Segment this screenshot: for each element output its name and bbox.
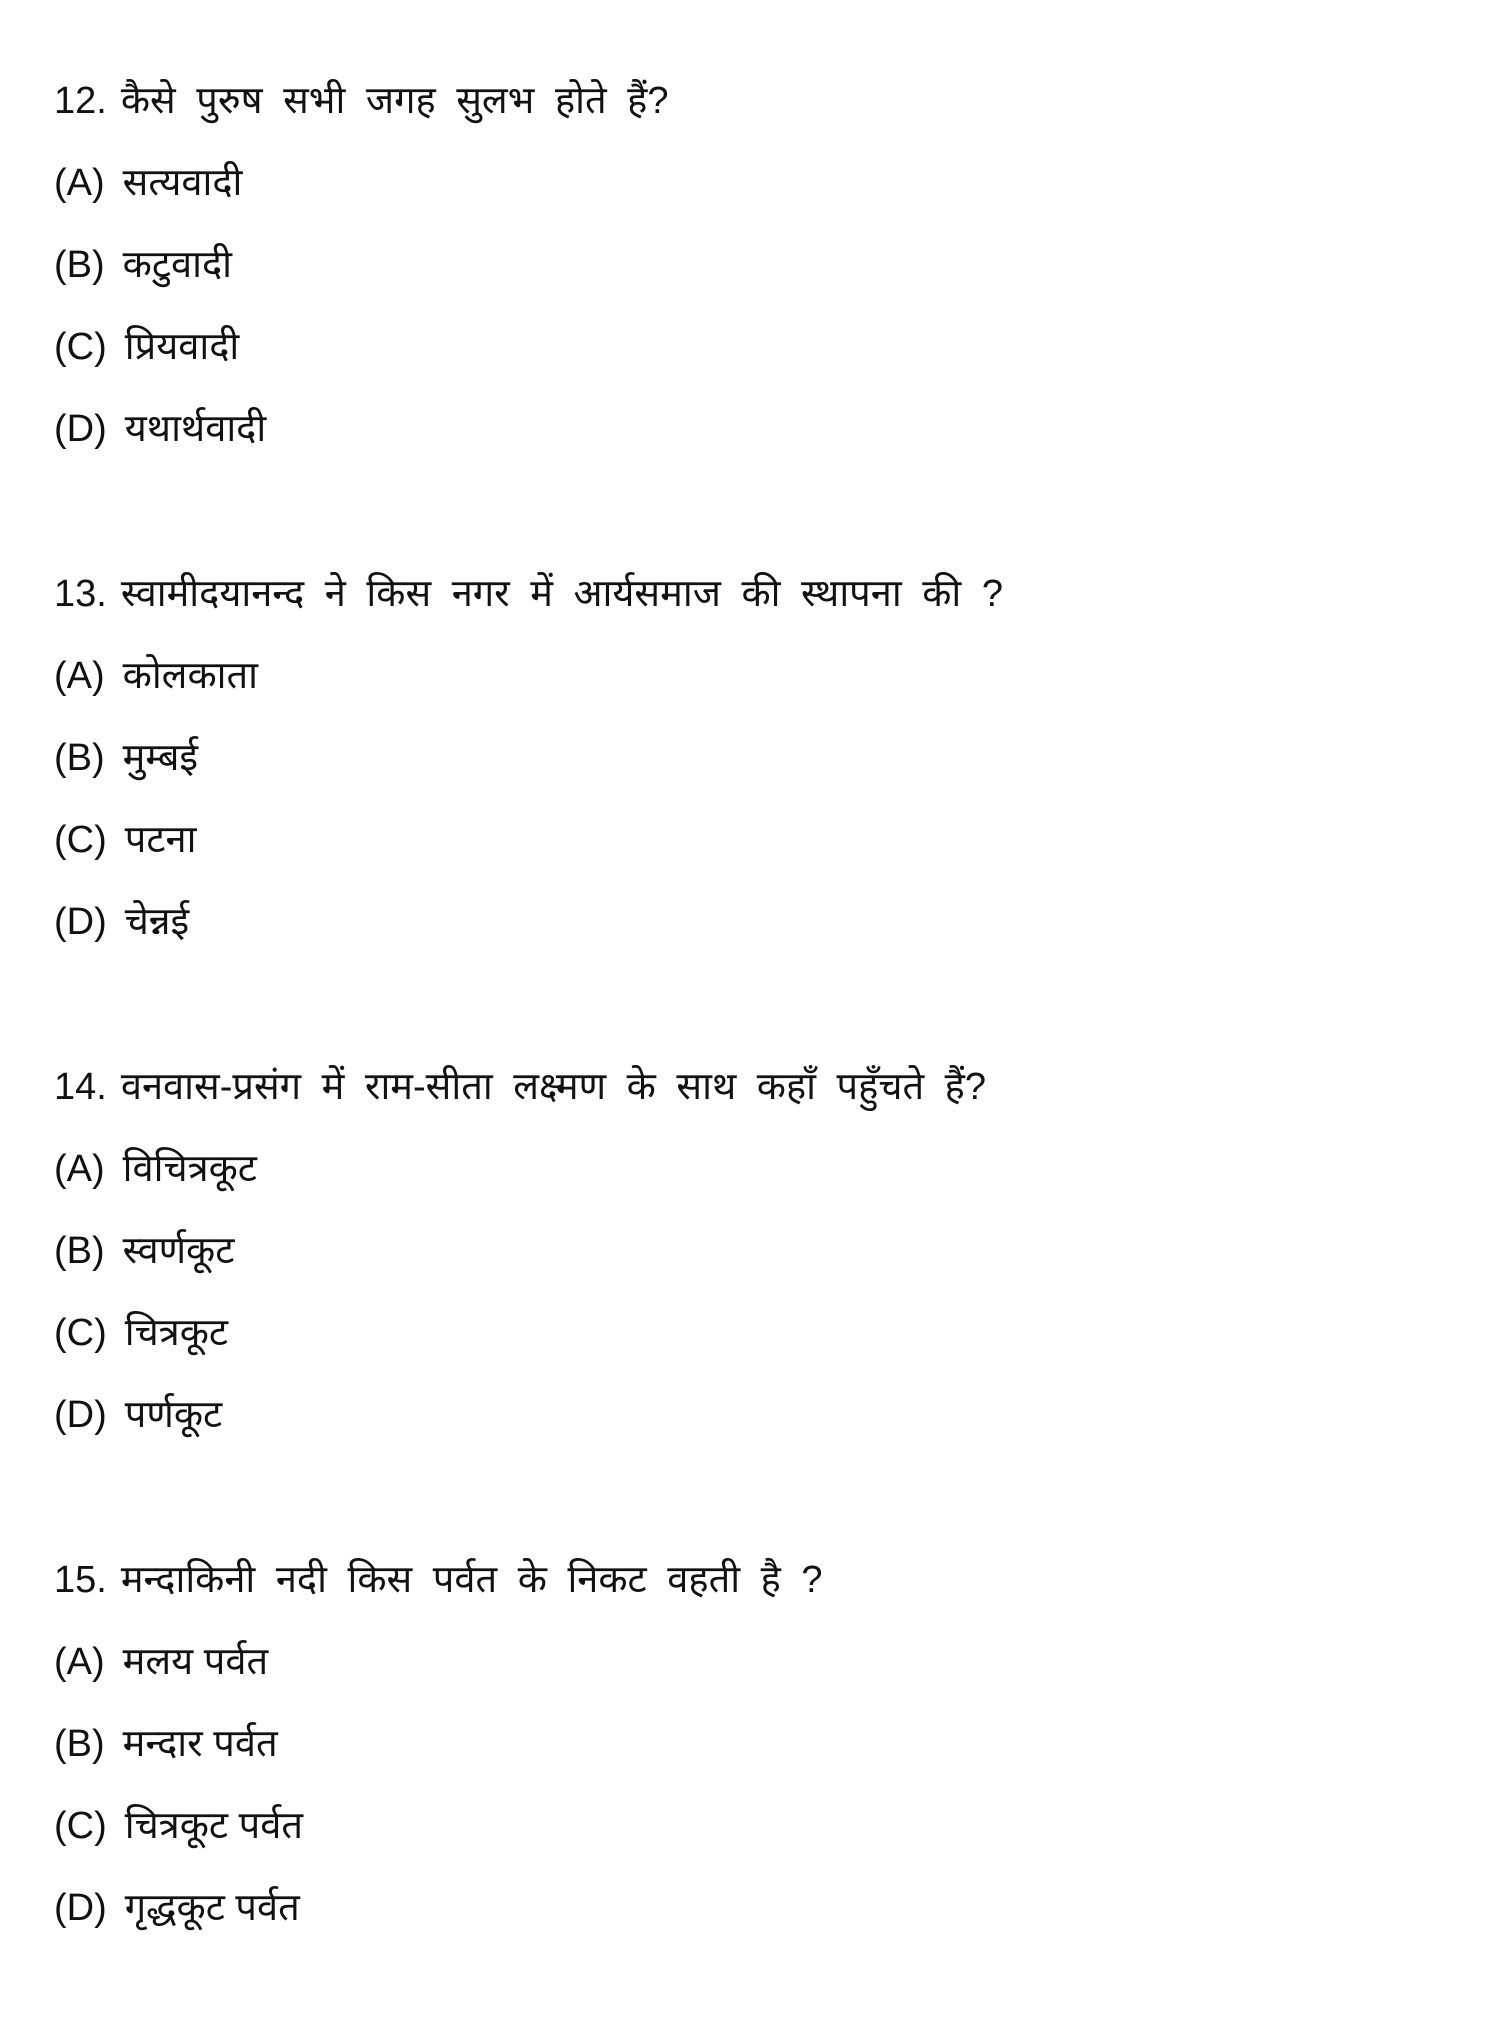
option-text: मन्दार पर्वत	[122, 1723, 278, 1765]
option	[54, 1703, 1454, 1785]
option-text: पटना	[124, 819, 197, 861]
option-label: (D)	[54, 408, 107, 450]
option-text: सत्यवादी	[122, 162, 243, 204]
question-line	[54, 60, 1454, 142]
option-label: (C)	[54, 326, 107, 368]
option-text: मलय पर्वत	[122, 1641, 269, 1683]
option	[54, 1374, 1454, 1456]
option-label: (B)	[54, 737, 105, 779]
question-line	[54, 1046, 1454, 1128]
option	[54, 635, 1454, 717]
question-block	[54, 1539, 1454, 1949]
option-label: (B)	[54, 244, 105, 286]
option-label: (A)	[54, 1148, 105, 1190]
option-label: (D)	[54, 1394, 107, 1436]
option-label: (D)	[54, 901, 107, 943]
option-text: गृद्धकूट पर्वत	[124, 1887, 300, 1929]
question-number: 12.	[54, 80, 107, 122]
option-text: पर्णकूट	[124, 1394, 223, 1436]
option	[54, 1785, 1454, 1867]
option-text: कटुवादी	[122, 244, 232, 286]
option-label: (B)	[54, 1723, 105, 1765]
option	[54, 799, 1454, 881]
option-label: (D)	[54, 1887, 107, 1929]
question-line	[54, 553, 1454, 635]
option-text: यथार्थवादी	[124, 408, 267, 450]
question-text: मन्दाकिनी नदी किस पर्वत के निकट वहती है ?	[120, 1559, 823, 1601]
option-label: (C)	[54, 1805, 107, 1847]
question-text: कैसे पुरुष सभी जगह सुलभ होते हैं?	[120, 80, 669, 122]
option	[54, 388, 1454, 470]
option	[54, 1292, 1454, 1374]
option-label: (C)	[54, 819, 107, 861]
option	[54, 1621, 1454, 1703]
option-label: (A)	[54, 655, 105, 697]
option-label: (B)	[54, 1230, 105, 1272]
option-text: कोलकाता	[122, 655, 258, 697]
question-number: 14.	[54, 1066, 107, 1108]
option-text: चित्रकूट	[124, 1312, 229, 1354]
option-label: (C)	[54, 1312, 107, 1354]
option	[54, 717, 1454, 799]
option	[54, 142, 1454, 224]
question-block	[54, 1046, 1454, 1456]
option-text: प्रियवादी	[124, 326, 240, 368]
option-text: विचित्रकूट	[122, 1148, 257, 1190]
option-text: चित्रकूट पर्वत	[124, 1805, 303, 1847]
option	[54, 1210, 1454, 1292]
option	[54, 224, 1454, 306]
option	[54, 881, 1454, 963]
option-label: (A)	[54, 1641, 105, 1683]
option	[54, 1128, 1454, 1210]
question-line	[54, 1539, 1454, 1621]
option	[54, 1867, 1454, 1949]
question-block	[54, 60, 1454, 470]
question-text: वनवास-प्रसंग में राम-सीता लक्ष्मण के साथ कहाँ पहुँचते हैं?	[120, 1066, 986, 1108]
question-block	[54, 553, 1454, 963]
question-number: 15.	[54, 1559, 107, 1601]
option-text: स्वर्णकूट	[122, 1230, 235, 1272]
question-text: स्वामीदयानन्द ने किस नगर में आर्यसमाज की स्थापना की ?	[120, 573, 1003, 615]
option-label: (A)	[54, 162, 105, 204]
option-text: मुम्बई	[122, 737, 199, 779]
option-text: चेन्नई	[124, 901, 190, 943]
question-number: 13.	[54, 573, 107, 615]
option	[54, 306, 1454, 388]
